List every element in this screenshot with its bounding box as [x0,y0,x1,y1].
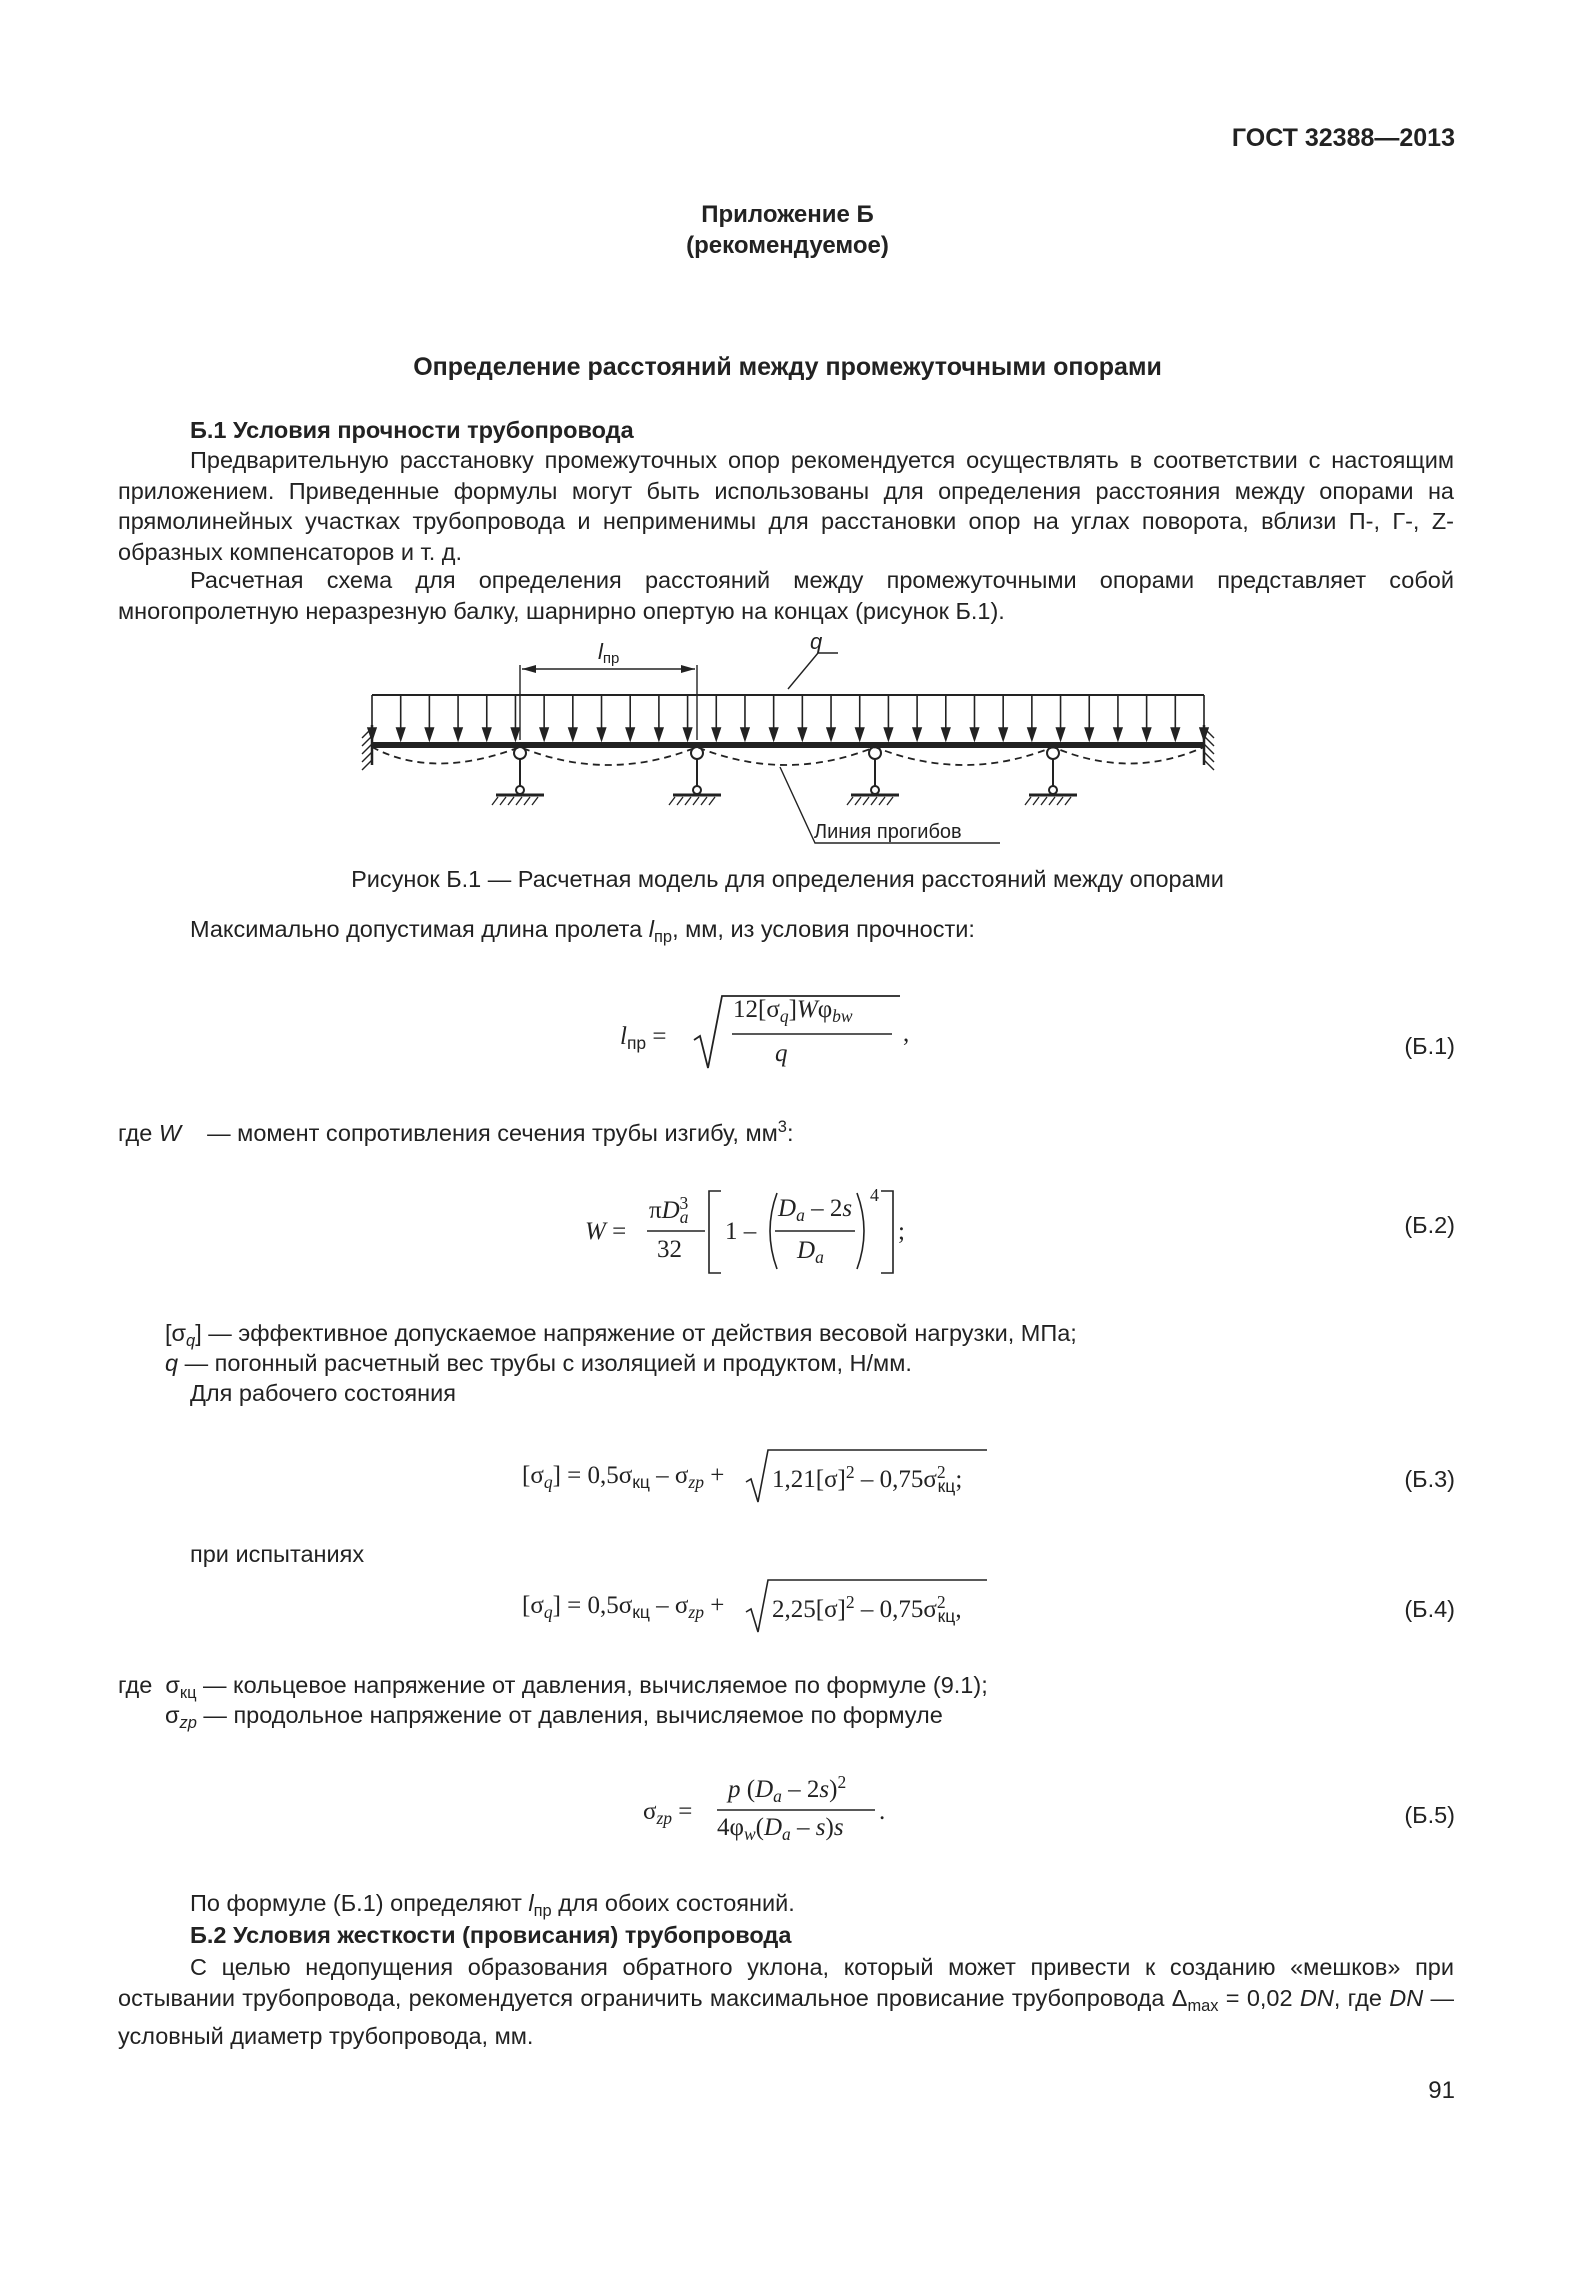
figure-beam-model [340,625,1240,855]
span-label: lпр [598,639,620,667]
equation-b5-number: (Б.5) [1404,1802,1455,1828]
sigma-kc-definition: где $\sigma_{кц}$ — кольцевое напряжение от давления, вычисляемое по формуле (9.1); [118,1672,988,1702]
equation-b4-number: (Б.4) [1404,1596,1455,1622]
b1-paragraph-1: Предварительную расстановку промежуточных опор рекомендуется осуществлять в соответствии с настоящим приложением. Приведенные формулы могут быть использованы для определения расстояния между опорами на прямолинейных участках трубопровода и неприменимы для расстановки опор на углах поворота, вблизи П-, Г-, Z- образных компенсаторов и т. д. [118,447,1454,565]
deflection-label: Линия прогибов [814,821,962,843]
equation-b2: W = $\pi D_a^3$ 32 1 – $D_a - 2s$ $D_a$ 4 ; [585,1185,915,1280]
equation-b3-number: (Б.3) [1404,1466,1455,1492]
b1-paragraph-2: Расчетная схема для определения расстояний между промежуточными опорами представляет собой многопролетную неразрезную балку, шарнирно опертую на концах (рисунок Б.1). [118,567,1454,624]
b2-paragraph: С целью недопущения образования обратного уклона, который может привести к созданию «мешков» при остывании трубопровода, рекомендуется ограничить максимальное провисание трубопровода $\Delta_{max} = 0,02$ DN, где DN — условный диаметр трубопровода, мм. [118,1954,1454,2049]
sigma-q-definition: $[\sigma_q]$ — эффективное допускаемое напряжение от действия весовой нагрузки, МПа; [165,1320,1077,1350]
section-title: Определение расстояний между промежуточными опорами [413,353,1162,381]
where-w-text: где W — момент сопротивления сечения трубы изгибу, $мм^3$: [118,1118,794,1146]
figure-caption: Рисунок Б.1 — Расчетная модель для определения расстояний между опорами [351,866,1224,892]
load-label: q [810,629,823,654]
by-formula-text: По формуле (Б.1) определяют $l_{пр}$ для обоих состояний. [190,1890,795,1920]
b1-heading: Б.1 Условия прочности трубопровода [190,417,634,443]
equation-b1: $l_{пр}$ = $12[\sigma_q]W\varphi_{bw}$ q , [620,996,910,1067]
appendix-title: Приложение Б [701,201,874,228]
equation-b3: $[\sigma_q] = 0,5\sigma_{кц} - \sigma_{zp}$ + $1,21[\sigma]^2 - 0,75\sigma^2_{кц}$; [522,1448,982,1508]
equation-b5: $\sigma_{zp}$ = p $(D_a - 2s)^2$ $4\varphi_w(D_a - s)s$ . [643,1772,886,1844]
sigma-zp-definition: $\sigma_{zp}$ — продольное напряжение от давления, вычисляемое по формуле [165,1702,943,1732]
working-state-text: Для рабочего состояния [190,1380,456,1406]
standard-number: ГОСТ 32388—2013 [1231,124,1455,152]
equation-b4: $[\sigma_q] = 0,5\sigma_{кц} - \sigma_{zp}$ + $2,25[\sigma]^2 - 0,75\sigma^2_{кц}$, [522,1578,982,1638]
b2-heading: Б.2 Условия жесткости (провисания) трубопровода [190,1922,792,1948]
q-definition: q — погонный расчетный вес трубы с изоляцией и продуктом, Н/мм. [165,1350,912,1376]
equation-b1-number: (Б.1) [1404,1033,1455,1059]
tests-text: при испытаниях [190,1541,365,1567]
appendix-status: (рекомендуемое) [686,232,889,259]
equation-b2-number: (Б.2) [1404,1212,1455,1238]
page-number: 91 [1428,2077,1455,2104]
max-length-text: Максимально допустимая длина пролета $l_{пр}$, мм, из условия прочности: [190,916,975,946]
